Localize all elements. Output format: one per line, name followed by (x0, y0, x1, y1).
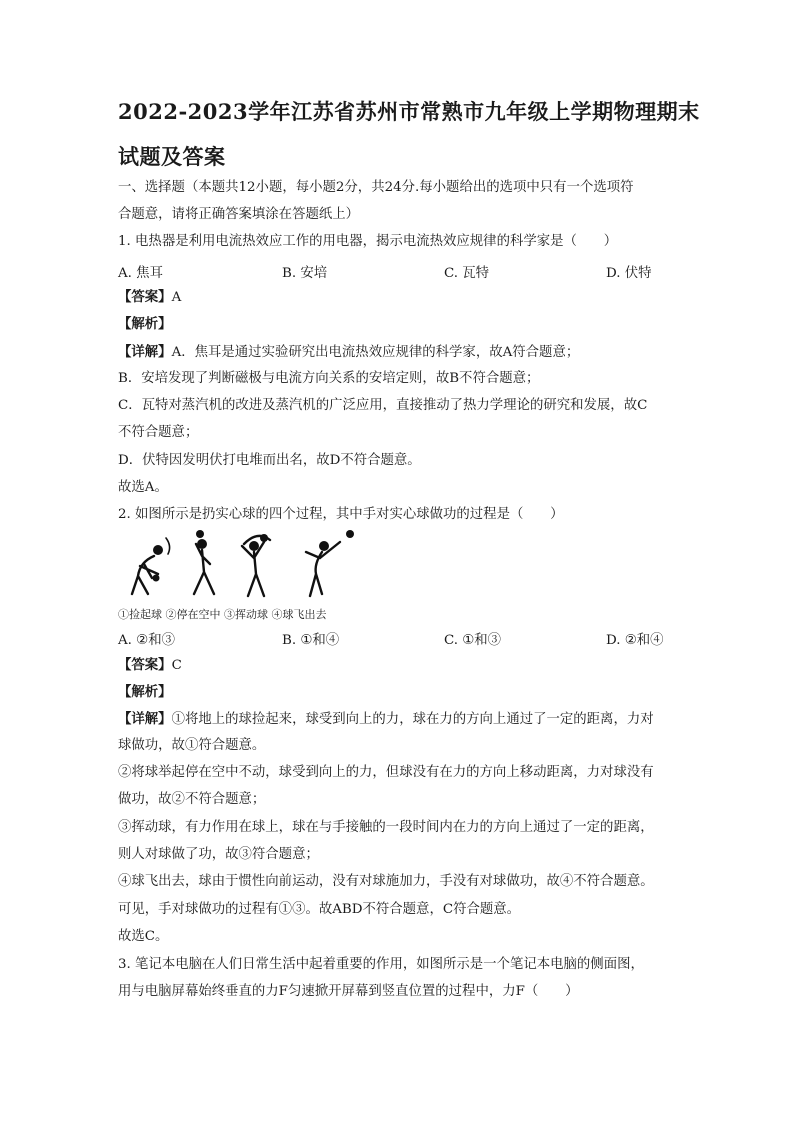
q2-option-a: A. ②和③ (118, 633, 175, 648)
q1-answer (118, 288, 181, 307)
q1-option-c: C. 瓦特 (444, 266, 490, 281)
q2-detail-line-4: 做功，故②不符合题意； (118, 792, 266, 807)
document-title-line-2: 试题及答案 (118, 144, 226, 169)
document-title-line-1: 2022-2023学年江苏省苏州市常熟市九年级上学期物理期末 (118, 99, 700, 124)
q2-answer-tag: 【答案】 (118, 657, 172, 673)
q1-option-d: D. 伏特 (606, 266, 652, 281)
q2-answer-value: C (171, 658, 182, 673)
q2-detail-line-8: 可见，手对球做功的过程有①③。故ABD不符合题意，C符合题意。 (118, 902, 521, 917)
figure-ball-flying-out (306, 530, 354, 596)
q2-detail-line-6: 则人对球做了功，故③符合题意； (118, 847, 319, 862)
q1-answer-value: A (171, 290, 182, 305)
q2-conclusion: 故选C。 (118, 929, 169, 944)
q1-analysis-tag: 【解析】 (118, 316, 172, 332)
q1-detail-line-5: D．伏特因发明伏打电堆而出名，故D不符合题意。 (118, 453, 421, 468)
q2-figure-caption: ①捡起球 ②停在空中 ③挥动球 ④球飞出去 (118, 608, 327, 621)
q2-stem: 2. 如图所示是扔实心球的四个过程，其中手对实心球做功的过程是（ ） (118, 507, 564, 522)
section-instructions-line-2: 合题意，请将正确答案填涂在答题纸上） (118, 207, 360, 222)
q2-option-c: C. ①和③ (444, 633, 502, 648)
q2-answer (118, 656, 182, 675)
q1-detail-line-2: B．安培发现了判断磁极与电流方向关系的安培定则，故B不符合题意； (118, 371, 540, 386)
q2-detail-line-7: ④球飞出去，球由于惯性向前运动，没有对球施加力，手没有对球做功，故④不符合题意。 (118, 874, 654, 889)
q2-detail-text-1: ①将地上的球捡起来，球受到向上的力，球在力的方向上通过了一定的距离，力对 (171, 712, 654, 727)
q2-option-b: B. ①和④ (282, 633, 340, 648)
q3-stem-line-2: 用与电脑屏幕始终垂直的力F匀速掀开屏幕到竖直位置的过程中，力F（ ） (118, 984, 579, 999)
q1-detail-text-1: A．焦耳是通过实验研究出电流热效应规律的科学家，故A符合题意； (171, 345, 580, 360)
q2-analysis-tag: 【解析】 (118, 684, 172, 700)
figure-pick-up-ball (132, 538, 170, 594)
q1-answer-tag: 【答案】 (118, 289, 172, 305)
q1-stem: 1. 电热器是利用电流热效应工作的用电器，揭示电流热效应规律的科学家是（ ） (118, 234, 618, 249)
q1-conclusion: 故选A。 (118, 480, 168, 495)
q1-detail-line-1 (118, 343, 579, 362)
q1-option-a: A. 焦耳 (118, 266, 163, 281)
q1-detail-tag: 【详解】 (118, 344, 172, 360)
q2-detail-line-1 (118, 710, 654, 729)
q2-option-d: D. ②和④ (606, 633, 664, 648)
q1-detail-line-3: C．瓦特对蒸汽机的改进及蒸汽机的广泛应用，直接推动了热力学理论的研究和发展，故C (118, 398, 648, 413)
q2-detail-line-2: 球做功，故①符合题意。 (118, 738, 266, 753)
q2-detail-line-5: ③挥动球，有力作用在球上，球在与手接触的一段时间内在力的方向上通过了一定的距离， (118, 820, 654, 835)
q2-detail-tag: 【详解】 (118, 711, 172, 727)
figure-ball-held-still (194, 530, 214, 594)
figure-swinging-ball (242, 534, 270, 596)
q1-detail-line-4: 不符合题意； (118, 425, 199, 440)
section-instructions-line-1: 一、选择题（本题共12小题，每小题2分，共24分.每小题给出的选项中只有一个选项符 (118, 180, 634, 195)
q3-stem-line-1: 3. 笔记本电脑在人们日常生活中起着重要的作用，如图所示是一个笔记本电脑的侧面图， (118, 957, 644, 972)
q2-detail-line-3: ②将球举起停在空中不动，球受到向上的力，但球没有在力的方向上移动距离，力对球没有 (118, 765, 654, 780)
q1-option-b: B. 安培 (282, 266, 328, 281)
